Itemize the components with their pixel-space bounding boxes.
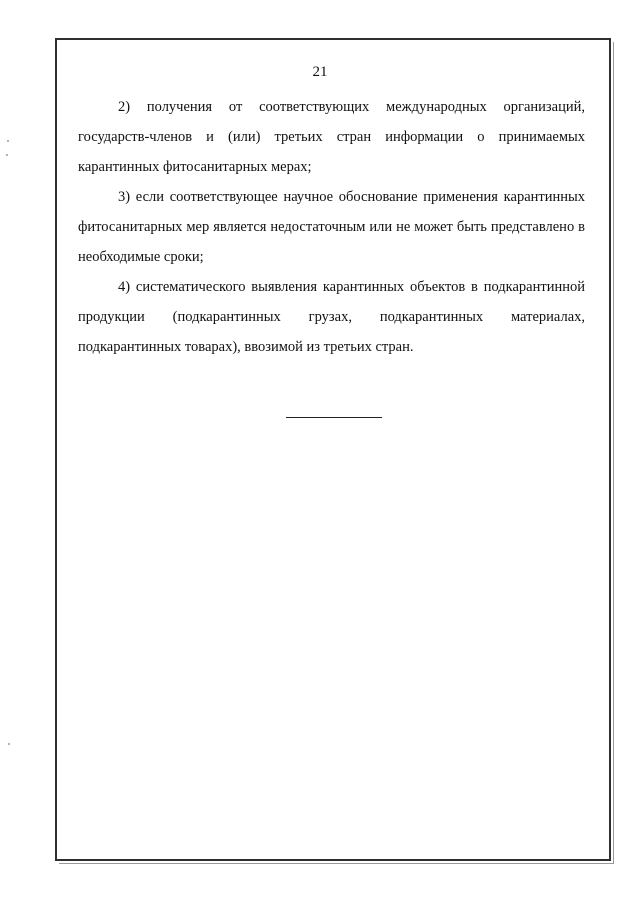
page-number: 21 — [312, 64, 328, 80]
scan-speck — [7, 140, 9, 142]
scan-speck — [6, 154, 8, 156]
paragraph-item-3: 3) если соответствующее научное обоснование применения карантинных фитосанитарных мер является недостаточным или не может быть представлено в необходимые сроки; — [78, 189, 585, 265]
paragraph-item-4: 4) систематического выявления карантинных объектов в подкарантинной продукции (подкарантинных грузах, подкарантинных материалах, подкарантинных товарах), ввозимой из третьих стран. — [78, 279, 585, 355]
end-separator-line — [286, 417, 382, 418]
document-body — [78, 92, 585, 362]
paragraph-item-2: 2) получения от соответствующих международных организаций, государств-членов и (или) третьих стран информации о принимаемых карантинных фитосанитарных мерах; — [78, 99, 585, 175]
scan-speck — [8, 743, 10, 745]
